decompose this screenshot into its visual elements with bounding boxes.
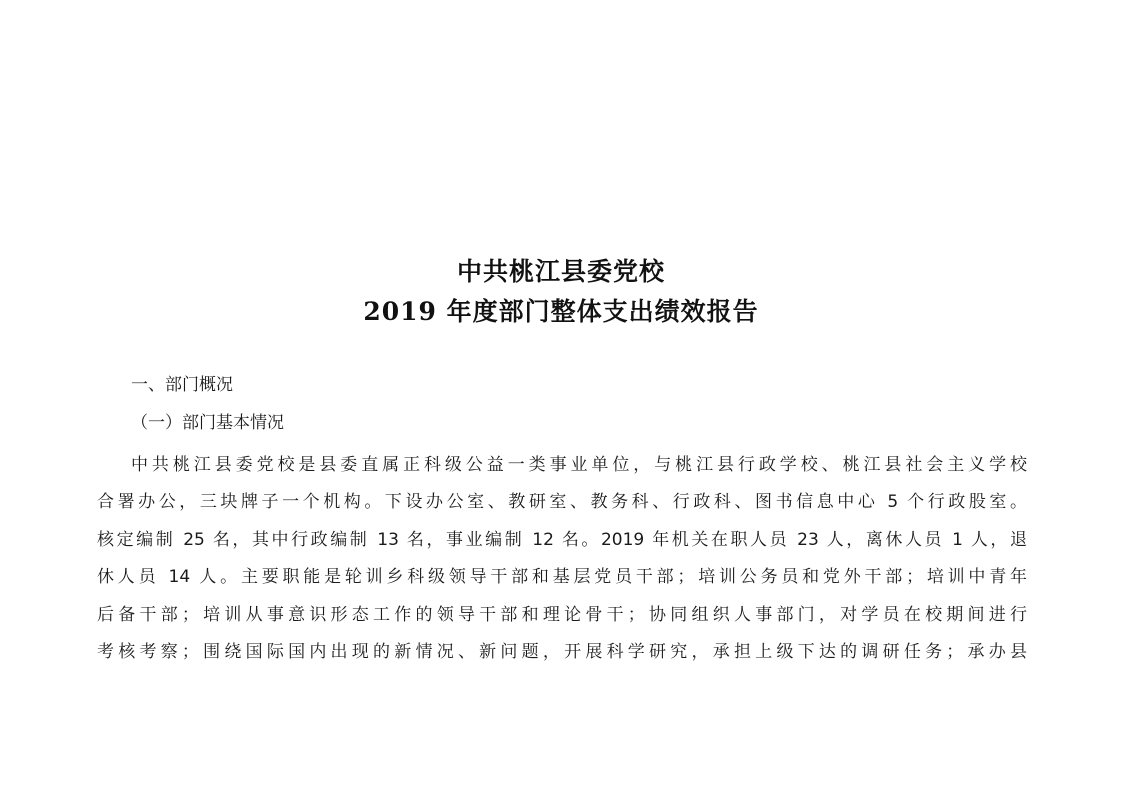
title-line-report-name: 2019 年度部门整体支出绩效报告: [363, 297, 759, 326]
paragraph-line: 休人员 14 人。主要职能是轮训乡科级领导干部和基层党员干部；培训公务员和党外干部；培训中青年: [97, 567, 1027, 587]
paragraph-line: 中共桃江县委党校是县委直属正科级公益一类事业单位，与桃江县行政学校、桃江县社会主义学校: [131, 455, 1027, 475]
report-title: [0, 252, 1122, 332]
title-line-organization: 中共桃江县委党校: [456, 257, 665, 286]
section-heading-department-overview: 一、部门概况: [131, 375, 233, 395]
paragraph-line: 考核考察；围绕国际国内出现的新情况、新问题，开展科学研究，承担上级下达的调研任务；承办县: [97, 642, 1027, 662]
paragraph-line: 后备干部；培训从事意识形态工作的领导干部和理论骨干；协同组织人事部门，对学员在校期间进行: [97, 605, 1027, 625]
subsection-heading-basic-info: （一）部门基本情况: [131, 413, 284, 433]
paragraph-line: 合署办公，三块牌子一个机构。下设办公室、教研室、教务科、行政科、图书信息中心 5 个行政股室。: [97, 492, 1027, 512]
paragraph-line: 核定编制 25 名，其中行政编制 13 名，事业编制 12 名。2019 年机关在职人员 23 人，离休人员 1 人，退: [97, 530, 1027, 550]
